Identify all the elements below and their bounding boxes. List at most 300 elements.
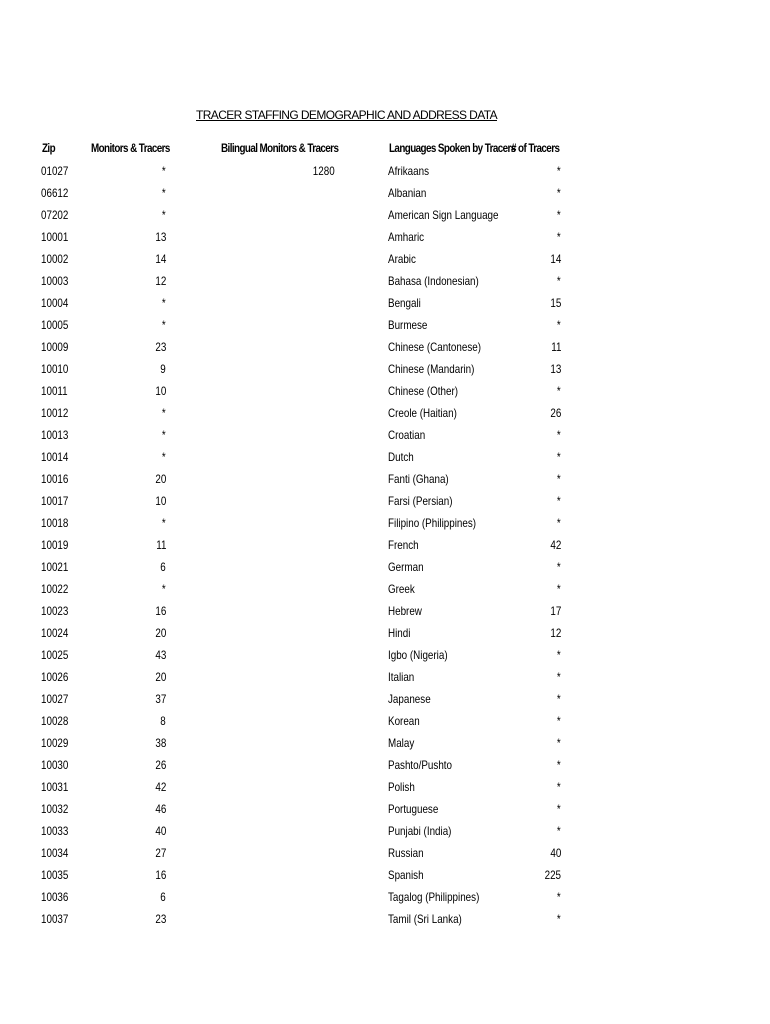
monitors-tracers-cell (100, 270, 166, 292)
language-cell (388, 534, 425, 556)
table-row (0, 446, 770, 468)
table-row (0, 688, 770, 710)
tracers-count-cell-text: * (557, 208, 561, 222)
table-row (0, 710, 770, 732)
zip-cell-text: 10037 (41, 912, 69, 926)
zip-cell-text: 10021 (41, 560, 69, 574)
bilingual-cell (240, 886, 335, 908)
bilingual-cell-text: 1280 (313, 164, 335, 178)
zip-cell (41, 248, 74, 270)
monitors-tracers-cell-text: 43 (155, 648, 166, 662)
monitors-tracers-cell (100, 358, 166, 380)
monitors-tracers-cell (100, 512, 166, 534)
monitors-tracers-cell-text: * (162, 296, 166, 310)
zip-cell-text: 10013 (41, 428, 69, 442)
table-row (0, 182, 770, 204)
table-row (0, 270, 770, 292)
bilingual-cell (240, 490, 335, 512)
zip-cell-text: 10032 (41, 802, 69, 816)
zip-cell (41, 204, 74, 226)
monitors-tracers-cell-text: 23 (155, 340, 166, 354)
language-cell (388, 798, 449, 820)
monitors-tracers-cell-text: * (162, 516, 166, 530)
language-cell-text: Malay (388, 736, 415, 750)
table-row (0, 468, 770, 490)
zip-cell (41, 820, 74, 842)
header-bilingual-monitors-tracers: Bilingual Monitors & Tracers (221, 141, 339, 155)
bilingual-cell (240, 644, 335, 666)
monitors-tracers-cell-text: * (162, 318, 166, 332)
tracers-count-cell (500, 820, 561, 842)
zip-cell-text: 10023 (41, 604, 69, 618)
monitors-tracers-cell-text: 46 (155, 802, 166, 816)
monitors-tracers-cell (100, 160, 166, 182)
zip-cell (41, 578, 74, 600)
zip-cell (41, 402, 74, 424)
bilingual-cell (240, 248, 335, 270)
tracers-count-cell (500, 556, 561, 578)
tracers-count-cell-text: * (557, 186, 561, 200)
bilingual-cell (240, 600, 335, 622)
tracers-count-cell (500, 776, 561, 798)
zip-cell (41, 732, 74, 754)
bilingual-cell (240, 160, 335, 182)
zip-cell (41, 798, 74, 820)
zip-cell (41, 776, 74, 798)
table-row (0, 776, 770, 798)
language-cell (388, 314, 436, 336)
zip-cell-text: 10003 (41, 274, 69, 288)
zip-cell-text: 10014 (41, 450, 69, 464)
zip-cell (41, 556, 74, 578)
tracers-count-cell-text: * (557, 560, 561, 574)
language-cell (388, 226, 432, 248)
language-cell-text: French (388, 538, 419, 552)
language-cell (388, 820, 465, 842)
language-cell-text: Italian (388, 670, 415, 684)
language-cell (388, 446, 419, 468)
zip-cell-text: 10012 (41, 406, 69, 420)
monitors-tracers-cell-text: * (162, 164, 166, 178)
table-row (0, 842, 770, 864)
language-cell-text: American Sign Language (388, 208, 499, 222)
monitors-tracers-cell (100, 710, 166, 732)
tracers-count-cell-text: 14 (550, 252, 561, 266)
bilingual-cell (240, 908, 335, 930)
bilingual-cell (240, 710, 335, 732)
bilingual-cell (240, 512, 335, 534)
monitors-tracers-cell-text: 6 (160, 560, 166, 574)
monitors-tracers-cell (100, 864, 166, 886)
language-cell-text: Albanian (388, 186, 427, 200)
tracers-count-cell (500, 270, 561, 292)
language-cell-text: Japanese (388, 692, 431, 706)
monitors-tracers-cell-text: 16 (155, 868, 166, 882)
language-cell (388, 710, 427, 732)
language-cell (388, 336, 501, 358)
monitors-tracers-cell-text: 27 (155, 846, 166, 860)
monitors-tracers-cell-text: 10 (155, 384, 166, 398)
tracers-count-cell (500, 336, 561, 358)
language-cell (388, 644, 461, 666)
tracers-count-cell-text: * (557, 758, 561, 772)
bilingual-cell (240, 424, 335, 446)
zip-cell (41, 842, 74, 864)
bilingual-cell (240, 556, 335, 578)
tracers-count-cell-text: * (557, 824, 561, 838)
monitors-tracers-cell-text: 20 (155, 626, 166, 640)
zip-cell (41, 908, 74, 930)
tracers-count-cell-text: * (557, 318, 561, 332)
language-cell (388, 776, 421, 798)
header-zip: Zip (42, 141, 56, 155)
table-row (0, 644, 770, 666)
tracers-count-cell-text: * (557, 714, 561, 728)
language-cell-text: Afrikaans (388, 164, 430, 178)
table-row (0, 490, 770, 512)
zip-cell (41, 468, 74, 490)
monitors-tracers-cell (100, 534, 166, 556)
monitors-tracers-cell (100, 798, 166, 820)
language-cell-text: Hebrew (388, 604, 422, 618)
zip-cell-text: 10033 (41, 824, 69, 838)
tracers-count-cell-text: * (557, 384, 561, 398)
monitors-tracers-cell-text: 37 (155, 692, 166, 706)
language-cell (388, 754, 466, 776)
header-languages-spoken: Languages Spoken by Tracers (389, 141, 516, 155)
table-row (0, 908, 770, 930)
tracers-count-cell-text: * (557, 692, 561, 706)
language-cell (388, 468, 462, 490)
zip-cell (41, 314, 74, 336)
zip-cell-text: 10002 (41, 252, 69, 266)
tracers-count-cell-text: * (557, 274, 561, 288)
monitors-tracers-cell-text: 26 (155, 758, 166, 772)
table-row (0, 556, 770, 578)
language-cell (388, 512, 495, 534)
table-row (0, 292, 770, 314)
tracers-count-cell-text: 15 (550, 296, 561, 310)
bilingual-cell (240, 292, 335, 314)
language-cell-text: Portuguese (388, 802, 439, 816)
tracers-count-cell-text: * (557, 912, 561, 926)
monitors-tracers-cell (100, 292, 166, 314)
tracers-count-cell (500, 864, 561, 886)
language-cell-text: German (388, 560, 424, 574)
language-cell-text: Greek (388, 582, 415, 596)
monitors-tracers-cell (100, 578, 166, 600)
tracers-count-cell (500, 600, 561, 622)
language-cell-text: Korean (388, 714, 420, 728)
bilingual-cell (240, 182, 335, 204)
monitors-tracers-cell-text: 8 (160, 714, 166, 728)
zip-cell (41, 754, 74, 776)
zip-cell (41, 292, 74, 314)
tracers-count-cell-text: 225 (544, 868, 561, 882)
zip-cell-text: 10001 (41, 230, 69, 244)
zip-cell (41, 886, 74, 908)
language-cell-text: Chinese (Mandarin) (388, 362, 475, 376)
table-row (0, 314, 770, 336)
monitors-tracers-cell-text: 38 (155, 736, 166, 750)
monitors-tracers-cell-text: 42 (155, 780, 166, 794)
language-cell-text: Fanti (Ghana) (388, 472, 449, 486)
zip-cell-text: 10017 (41, 494, 69, 508)
zip-cell (41, 446, 74, 468)
monitors-tracers-cell-text: 40 (155, 824, 166, 838)
tracers-count-cell-text: 26 (550, 406, 561, 420)
zip-cell-text: 10029 (41, 736, 69, 750)
monitors-tracers-cell-text: 9 (160, 362, 166, 376)
tracers-count-cell-text: * (557, 890, 561, 904)
monitors-tracers-cell (100, 776, 166, 798)
monitors-tracers-cell-text: 13 (155, 230, 166, 244)
tracers-count-cell-text: * (557, 648, 561, 662)
table-row (0, 248, 770, 270)
language-cell-text: Creole (Haitian) (388, 406, 457, 420)
monitors-tracers-cell (100, 732, 166, 754)
zip-cell-text: 10030 (41, 758, 69, 772)
monitors-tracers-cell-text: 20 (155, 670, 166, 684)
zip-cell (41, 688, 74, 710)
bilingual-cell (240, 446, 335, 468)
language-cell (388, 402, 472, 424)
zip-cell-text: 10022 (41, 582, 69, 596)
zip-cell-text: 10005 (41, 318, 69, 332)
header-monitors-tracers: Monitors & Tracers (91, 141, 170, 155)
monitors-tracers-cell (100, 402, 166, 424)
bilingual-cell (240, 578, 335, 600)
language-cell-text: Arabic (388, 252, 416, 266)
zip-cell-text: 10010 (41, 362, 69, 376)
language-cell-text: Croatian (388, 428, 426, 442)
language-cell (388, 600, 429, 622)
zip-cell-text: 10004 (41, 296, 69, 310)
zip-cell-text: 07202 (41, 208, 69, 222)
table-row (0, 534, 770, 556)
table-row (0, 160, 770, 182)
bilingual-cell (240, 314, 335, 336)
zip-cell (41, 600, 74, 622)
bilingual-cell (240, 666, 335, 688)
zip-cell (41, 226, 74, 248)
zip-cell-text: 10009 (41, 340, 69, 354)
table-row (0, 886, 770, 908)
language-cell-text: Farsi (Persian) (388, 494, 453, 508)
language-cell (388, 864, 431, 886)
language-cell (388, 908, 478, 930)
zip-cell (41, 358, 74, 380)
monitors-tracers-cell (100, 622, 166, 644)
language-cell-text: Spanish (388, 868, 424, 882)
language-cell (388, 424, 433, 446)
language-cell (388, 886, 499, 908)
zip-cell (41, 622, 74, 644)
language-cell-text: Igbo (Nigeria) (388, 648, 448, 662)
header-number-of-tracers: # of Tracers (511, 141, 560, 155)
table-row (0, 732, 770, 754)
monitors-tracers-cell (100, 490, 166, 512)
zip-cell-text: 10016 (41, 472, 69, 486)
language-cell (388, 182, 435, 204)
language-cell (388, 270, 499, 292)
bilingual-cell (240, 336, 335, 358)
tracers-count-cell (500, 798, 561, 820)
tracers-count-cell (500, 908, 561, 930)
tracers-count-cell-text: * (557, 802, 561, 816)
monitors-tracers-cell-text: 14 (155, 252, 166, 266)
tracers-count-cell-text: * (557, 780, 561, 794)
tracers-count-cell (500, 534, 561, 556)
zip-cell-text: 10035 (41, 868, 69, 882)
zip-cell (41, 710, 74, 732)
language-cell-text: Pashto/Pushto (388, 758, 453, 772)
zip-cell (41, 336, 74, 358)
table-row (0, 226, 770, 248)
language-cell-text: Bahasa (Indonesian) (388, 274, 479, 288)
monitors-tracers-cell (100, 886, 166, 908)
bilingual-cell (240, 226, 335, 248)
tracers-count-cell-text: * (557, 736, 561, 750)
zip-cell (41, 182, 74, 204)
zip-cell-text: 10036 (41, 890, 69, 904)
monitors-tracers-cell (100, 380, 166, 402)
zip-cell (41, 666, 74, 688)
monitors-tracers-cell-text: 20 (155, 472, 166, 486)
monitors-tracers-cell (100, 446, 166, 468)
tracers-count-cell (500, 732, 561, 754)
tracers-count-cell (500, 490, 561, 512)
table-row (0, 402, 770, 424)
monitors-tracers-cell (100, 182, 166, 204)
monitors-tracers-cell-text: * (162, 406, 166, 420)
monitors-tracers-cell (100, 468, 166, 490)
zip-cell (41, 490, 74, 512)
tracers-count-cell-text: * (557, 472, 561, 486)
monitors-tracers-cell-text: * (162, 186, 166, 200)
zip-cell-text: 10025 (41, 648, 69, 662)
bilingual-cell (240, 534, 335, 556)
tracers-count-cell (500, 402, 561, 424)
tracers-count-cell-text: * (557, 516, 561, 530)
tracers-count-cell-text: * (557, 450, 561, 464)
tracers-count-cell-text: * (557, 164, 561, 178)
zip-cell (41, 270, 74, 292)
tracers-count-cell (500, 358, 561, 380)
table-row (0, 336, 770, 358)
language-cell (388, 842, 431, 864)
tracers-count-cell-text: * (557, 230, 561, 244)
monitors-tracers-cell-text: * (162, 582, 166, 596)
tracers-count-cell (500, 314, 561, 336)
tracers-count-cell (500, 292, 561, 314)
zip-cell-text: 10031 (41, 780, 69, 794)
tracers-count-cell (500, 248, 561, 270)
zip-cell (41, 424, 74, 446)
tracers-count-cell-text: 42 (550, 538, 561, 552)
tracers-count-cell-text: * (557, 670, 561, 684)
zip-cell-text: 10026 (41, 670, 69, 684)
zip-cell (41, 380, 73, 402)
language-cell-text: Hindi (388, 626, 411, 640)
table-row (0, 358, 770, 380)
tracers-count-cell (500, 204, 561, 226)
tracers-count-cell-text: * (557, 494, 561, 508)
monitors-tracers-cell (100, 754, 166, 776)
language-cell-text: Punjabi (India) (388, 824, 452, 838)
monitors-tracers-cell (100, 666, 166, 688)
document-title: TRACER STAFFING DEMOGRAPHIC AND ADDRESS DATA (196, 108, 497, 122)
monitors-tracers-cell (100, 600, 166, 622)
table-row (0, 424, 770, 446)
data-table (0, 160, 770, 930)
language-cell (388, 292, 428, 314)
tracers-count-cell (500, 446, 561, 468)
tracers-count-cell-text: * (557, 428, 561, 442)
monitors-tracers-cell (100, 314, 166, 336)
bilingual-cell (240, 842, 335, 864)
language-cell (388, 688, 440, 710)
language-cell (388, 578, 421, 600)
monitors-tracers-cell-text: 12 (155, 274, 166, 288)
zip-cell (41, 512, 74, 534)
table-row (0, 754, 770, 776)
language-cell (388, 732, 420, 754)
tracers-count-cell (500, 226, 561, 248)
tracers-count-cell (500, 512, 561, 534)
monitors-tracers-cell (100, 336, 166, 358)
bilingual-cell (240, 270, 335, 292)
language-cell-text: Bengali (388, 296, 421, 310)
bilingual-cell (240, 358, 335, 380)
monitors-tracers-cell (100, 644, 166, 666)
language-cell-text: Polish (388, 780, 415, 794)
table-row (0, 666, 770, 688)
monitors-tracers-cell (100, 556, 166, 578)
tracers-count-cell-text: 11 (550, 340, 561, 354)
tracers-count-cell (500, 622, 561, 644)
bilingual-cell (240, 622, 335, 644)
language-cell-text: Tamil (Sri Lanka) (388, 912, 462, 926)
tracers-count-cell (500, 754, 561, 776)
tracers-count-cell-text: 40 (550, 846, 561, 860)
table-row (0, 578, 770, 600)
zip-cell-text: 10011 (41, 384, 68, 398)
language-cell (388, 622, 415, 644)
bilingual-cell (240, 820, 335, 842)
language-cell (388, 556, 431, 578)
monitors-tracers-cell-text: 10 (155, 494, 166, 508)
zip-cell-text: 06612 (41, 186, 69, 200)
tracers-count-cell (500, 380, 561, 402)
monitors-tracers-cell (100, 248, 166, 270)
monitors-tracers-cell-text: 23 (155, 912, 166, 926)
zip-cell-text: 10024 (41, 626, 69, 640)
monitors-tracers-cell-text: * (162, 208, 166, 222)
bilingual-cell (240, 204, 335, 226)
zip-cell-text: 01027 (41, 164, 69, 178)
monitors-tracers-cell-text: 6 (160, 890, 166, 904)
monitors-tracers-cell (100, 908, 166, 930)
bilingual-cell (240, 754, 335, 776)
language-cell-text: Filipino (Philippines) (388, 516, 477, 530)
tracers-count-cell (500, 468, 561, 490)
bilingual-cell (240, 864, 335, 886)
monitors-tracers-cell-text: * (162, 450, 166, 464)
monitors-tracers-cell (100, 820, 166, 842)
monitors-tracers-cell (100, 424, 166, 446)
tracers-count-cell (500, 644, 561, 666)
